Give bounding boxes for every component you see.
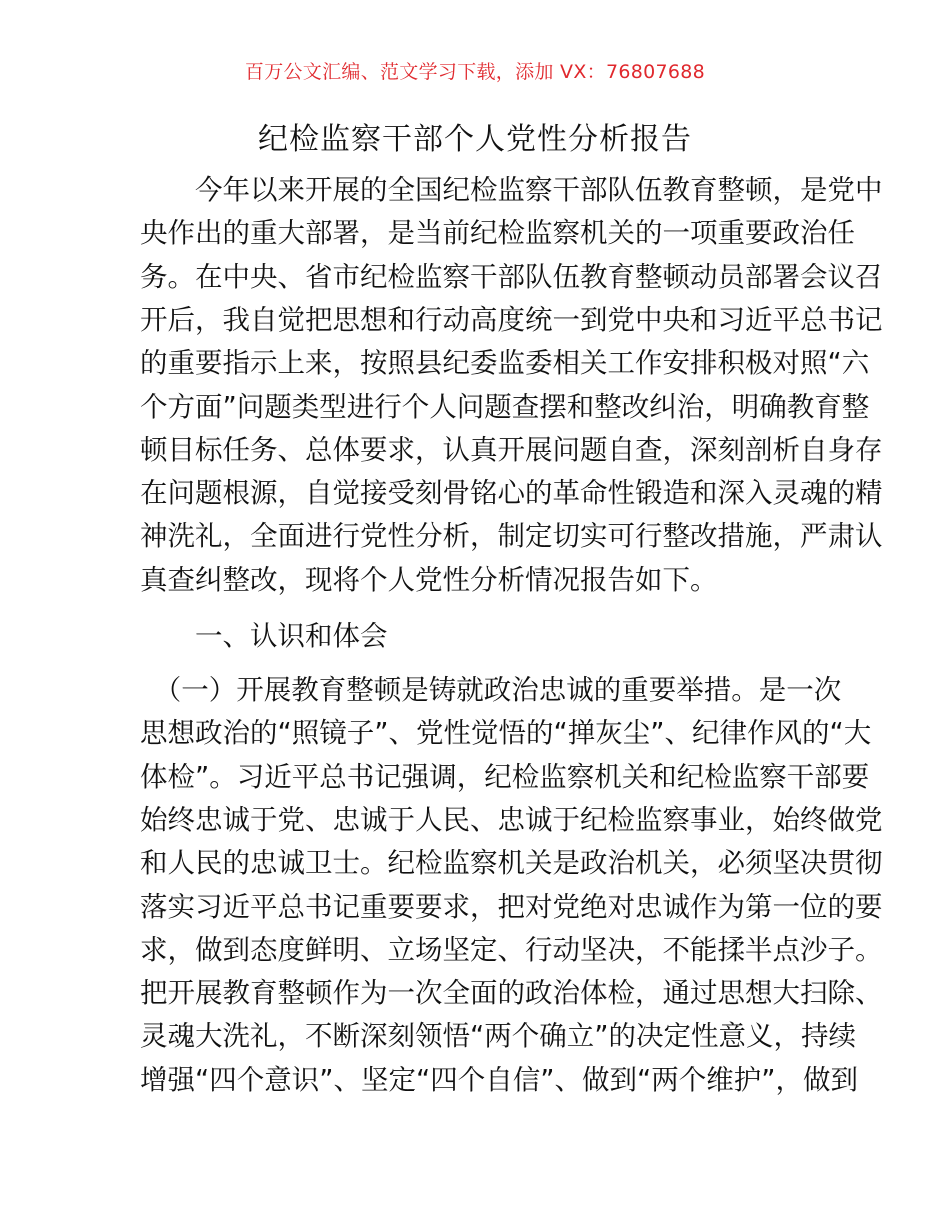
text-line: 始终忠诚于党、忠诚于人民、忠诚于纪检监察事业，始终做党 — [140, 804, 883, 836]
text-line: 把开展教育整顿作为一次全面的政治体检，通过思想大扫除、 — [140, 977, 883, 1009]
text-line: 和人民的忠诚卫士。纪检监察机关是政治机关，必须坚决贯彻 — [140, 847, 883, 879]
document-title: 纪检监察干部个人党性分析报告 — [258, 122, 692, 157]
text-line: 体检”。习近平总书记强调，纪检监察机关和纪检监察干部要 — [140, 761, 870, 793]
text-line: 今年以来开展的全国纪检监察干部队伍教育整顿，是党中 — [140, 174, 883, 206]
text-line: 落实习近平总书记重要要求，把对党绝对忠诚作为第一位的要 — [140, 891, 883, 923]
text-line: 顿目标任务、总体要求，认真开展问题自查，深刻剖析自身存 — [140, 434, 883, 466]
text-line: 求，做到态度鲜明、立场坚定、行动坚决，不能揉半点沙子。 — [140, 934, 883, 966]
text-line: 思想政治的“照镜子”、党性觉悟的“掸灰尘”、纪律作风的“大 — [140, 717, 872, 749]
text-line: 个方面”问题类型进行个人问题查摆和整改纠治，明确教育整 — [140, 391, 870, 423]
header-notice: 百万公文汇编、范文学习下载，添加 VX：76807688 — [244, 61, 706, 83]
text-line: 开后，我自觉把思想和行动高度统一到党中央和习近平总书记 — [140, 304, 883, 336]
text-line: 增强“四个意识”、坚定“四个自信”、做到“两个维护”，做到 — [140, 1064, 858, 1096]
text-line: 务。在中央、省市纪检监察干部队伍教育整顿动员部署会议召 — [140, 261, 883, 293]
text-line: 神洗礼，全面进行党性分析，制定切实可行整改措施，严肃认 — [140, 520, 883, 552]
section-heading: 一、认识和体会 — [140, 620, 388, 652]
text-line: 的重要指示上来，按照县纪委监委相关工作安排积极对照“六 — [140, 347, 870, 379]
text-line: （一）开展教育整顿是铸就政治忠诚的重要举措。是一次 — [140, 674, 842, 706]
text-line: 灵魂大洗礼，不断深刻领悟“两个确立”的决定性意义，持续 — [140, 1020, 856, 1052]
text-line: 真查纠整改，现将个人党性分析情况报告如下。 — [140, 564, 718, 596]
text-line: 在问题根源，自觉接受刻骨铭心的革命性锻造和深入灵魂的精 — [140, 477, 883, 509]
text-line: 央作出的重大部署，是当前纪检监察机关的一项重要政治任 — [140, 217, 855, 249]
